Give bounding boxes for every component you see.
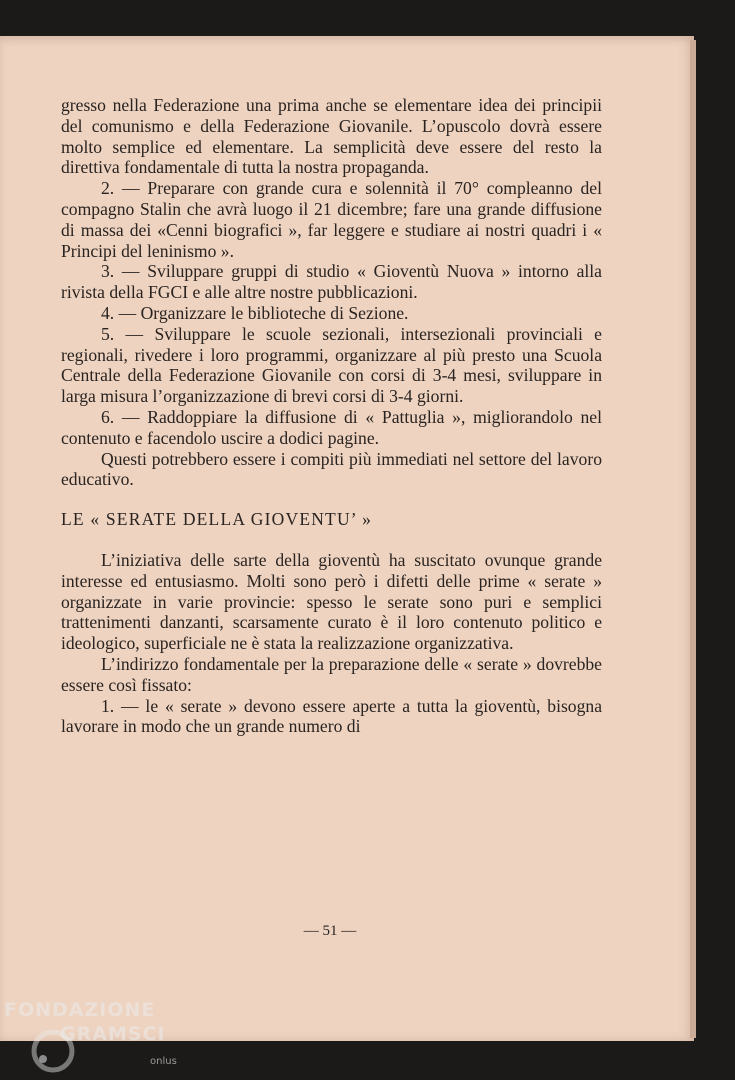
page-number: — 51 — (303, 923, 357, 939)
watermark-sub: onlus (150, 1056, 177, 1067)
paragraph-item-6: 6. — Raddoppiare la diffusione di « Pattuglia », migliorandolo nel contenuto e facendolo uscire a dodici pagine. (61, 406, 602, 448)
paragraph-item-4: 4. — Organizzare le biblioteche di Sezione. (101, 302, 409, 323)
paragraph-item-5: 5. — Sviluppare le scuole sezionali, intersezionali provinciali e regionali, rivedere i loro programmi, organizzare al più presto una Scuola Centrale della Federazione Giovanile con corsi di 3-4 mesi, sviluppare in larga misura l’organizzazione di brevi corsi di 3-4 giorni. (61, 323, 602, 407)
paragraph-continuation: gresso nella Federazione una prima anche se elementare idea dei principii del comunismo e della Federazione Giovanile. L’opuscolo dovrà essere molto semplice ed elementare. La semplicità deve essere del resto la direttiva fondamentale di tutta la nostra propaganda. (61, 95, 602, 178)
section-heading: LE « SERATE DELLA GIOVENTU’ » (61, 509, 373, 530)
watermark-line2: GRAMSCI (60, 1023, 166, 1045)
paragraph-serate-intro: L’iniziativa delle sarte della gioventù ha suscitato ovunque grande interesse ed entusiasmo. Molti sono però i difetti delle prime « serate » organizzate in varie provincie: spesso le serate sono puri e semplici trattenimenti danzanti, scarsamente curato è il loro contenuto politico e ideologico, superficiale ne è stata la realizzazione organizzativa. (61, 549, 602, 654)
watermark-line1: FONDAZIONE (4, 999, 156, 1021)
watermark (4, 998, 177, 1067)
paragraph-serate-indirizzo: L’indirizzo fondamentale per la preparazione delle « serate » dovrebbe essere così fissato: (61, 653, 602, 695)
page-edge (690, 40, 696, 1038)
paragraph-item-3: 3. — Sviluppare gruppi di studio « Gioventù Nuova » intorno alla rivista della FGCI e alle altre nostre pubblicazioni. (61, 261, 602, 303)
paragraph-summary: Questi potrebbero essere i compiti più immediati nel settore del lavoro educativo. (61, 448, 602, 490)
paragraph-serate-item-1: 1. — le « serate » devono essere aperte a tutta la gioventù, bisogna lavorare in modo che un grande numero di (61, 695, 602, 737)
paragraph-item-2: 2. — Preparare con grande cura e solennità il 70° compleanno del compagno Stalin che avrà luogo il 21 dicembre; fare una grande diffusione di massa dei «Cenni biografici », far leggere e studiare ai nostri quadri i « Principi del leninismo ». (61, 178, 602, 261)
page-body (61, 95, 602, 737)
